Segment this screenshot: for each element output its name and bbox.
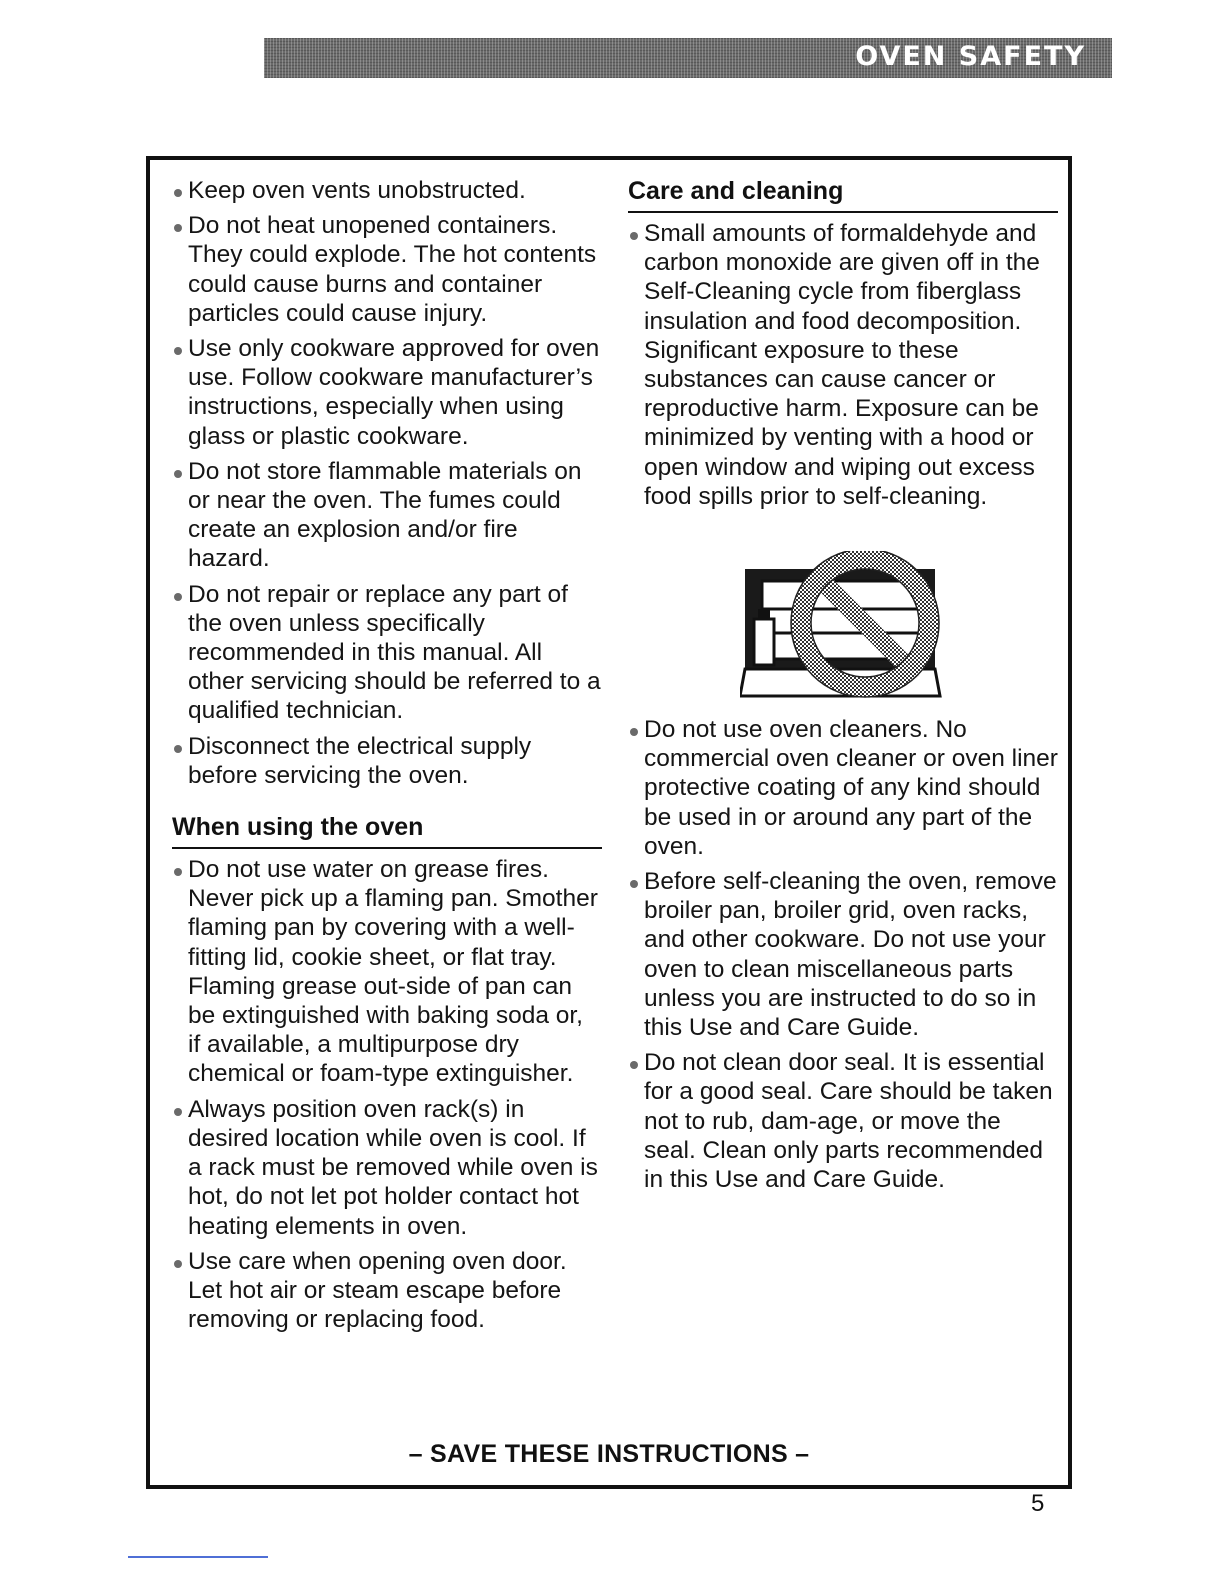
bullet-item bbox=[172, 457, 602, 574]
section-heading-care-and-cleaning: Care and cleaning bbox=[628, 176, 1058, 213]
bullet-item bbox=[172, 176, 602, 205]
bullet-text: Do not repair or replace any part of the oven unless specifically recommended in this manual. All other servicing should be referred to a qualified technician. bbox=[188, 580, 601, 725]
section-heading-when-using-oven: When using the oven bbox=[172, 812, 602, 849]
bullet-item bbox=[172, 1247, 602, 1335]
bullet-icon bbox=[174, 1108, 182, 1116]
bullet-icon bbox=[630, 880, 638, 888]
bullet-icon bbox=[174, 470, 182, 478]
bullet-icon bbox=[630, 728, 638, 736]
bullet-text: Small amounts of formaldehyde and carbon monoxide are given off in the Self-Cleaning cycle from fiberglass insulation and food decomposition. Significant exposure to these substances can cause cancer or reproductive harm. Exposure can be minimized by venting with a hood or open window and wiping out excess food spills prior to self-cleaning. bbox=[644, 220, 1040, 510]
bullet-item bbox=[628, 715, 1058, 861]
bullet-text: Do not use oven cleaners. No commercial oven cleaner or oven liner protective coating of any kind should be used in or around any part of the oven. bbox=[644, 716, 1058, 860]
bullet-item bbox=[628, 867, 1058, 1042]
bullet-icon bbox=[174, 868, 182, 876]
bullet-icon bbox=[174, 745, 182, 753]
bullet-text: Disconnect the electrical supply before servicing the oven. bbox=[188, 732, 532, 789]
bullet-item bbox=[172, 580, 602, 726]
left-column bbox=[172, 176, 602, 1340]
right-column bbox=[628, 176, 1058, 1200]
bullet-item bbox=[172, 732, 602, 790]
page-number: 5 bbox=[1031, 1490, 1045, 1517]
bullet-icon bbox=[174, 189, 182, 197]
bullet-icon bbox=[174, 224, 182, 232]
bullet-text: Before self-cleaning the oven, remove broiler pan, broiler grid, oven racks, and other cookware. Do not use your oven to clean miscellaneous parts unless you are instructed to do so in this Use and Care Guide. bbox=[644, 868, 1057, 1042]
no-oven-cleaner-icon bbox=[740, 551, 945, 701]
bullet-text: Do not clean door seal. It is essential for a good seal. Care should be taken not to rub, dam-age, or move the seal. Clean only parts recommended in this Use and Care Guide. bbox=[644, 1049, 1053, 1194]
bullet-icon bbox=[630, 232, 638, 240]
header-banner bbox=[264, 38, 1112, 78]
bullet-icon bbox=[174, 347, 182, 355]
bullet-item bbox=[628, 1048, 1058, 1194]
bullet-text: Do not use water on grease fires. Never pick up a flaming pan. Smother flaming pan by covering with a well-fitting lid, cookie sheet, or flat tray. Flaming grease out-side of pan can be extinguished with baking soda or, if available, a multipurpose dry chemical or foam-type extinguisher. bbox=[188, 856, 598, 1088]
bullet-text: Always position oven rack(s) in desired location while oven is cool. If a rack must be removed while oven is hot, do not let pot holder contact hot heating elements in oven. bbox=[188, 1095, 598, 1240]
bullet-item bbox=[172, 211, 602, 328]
header-title: OVEN SAFETY bbox=[855, 41, 1086, 72]
bullet-item bbox=[172, 855, 602, 1089]
safety-content-frame bbox=[146, 156, 1072, 1489]
bullet-item bbox=[172, 334, 602, 451]
bullet-icon bbox=[630, 1061, 638, 1069]
bullet-item bbox=[172, 1095, 602, 1241]
save-instructions-note: – SAVE THESE INSTRUCTIONS – bbox=[408, 1440, 810, 1468]
bullet-icon bbox=[174, 1260, 182, 1268]
bullet-text: Do not heat unopened containers. They could explode. The hot contents could cause burns and container particles could cause injury. bbox=[188, 212, 597, 327]
bullet-text: Use only cookware approved for oven use. Follow cookware manufacturer’s instructions, especially when using glass or plastic cookware. bbox=[188, 335, 600, 450]
bullet-text: Keep oven vents unobstructed. bbox=[188, 177, 526, 204]
bullet-text: Use care when opening oven door. Let hot air or steam escape before removing or replacing food. bbox=[188, 1247, 567, 1334]
bullet-text: Do not store flammable materials on or near the oven. The fumes could create an explosion and/or fire hazard. bbox=[188, 457, 582, 573]
bullet-item bbox=[628, 219, 1058, 511]
bottom-divider bbox=[128, 1556, 268, 1558]
bullet-icon bbox=[174, 593, 182, 601]
